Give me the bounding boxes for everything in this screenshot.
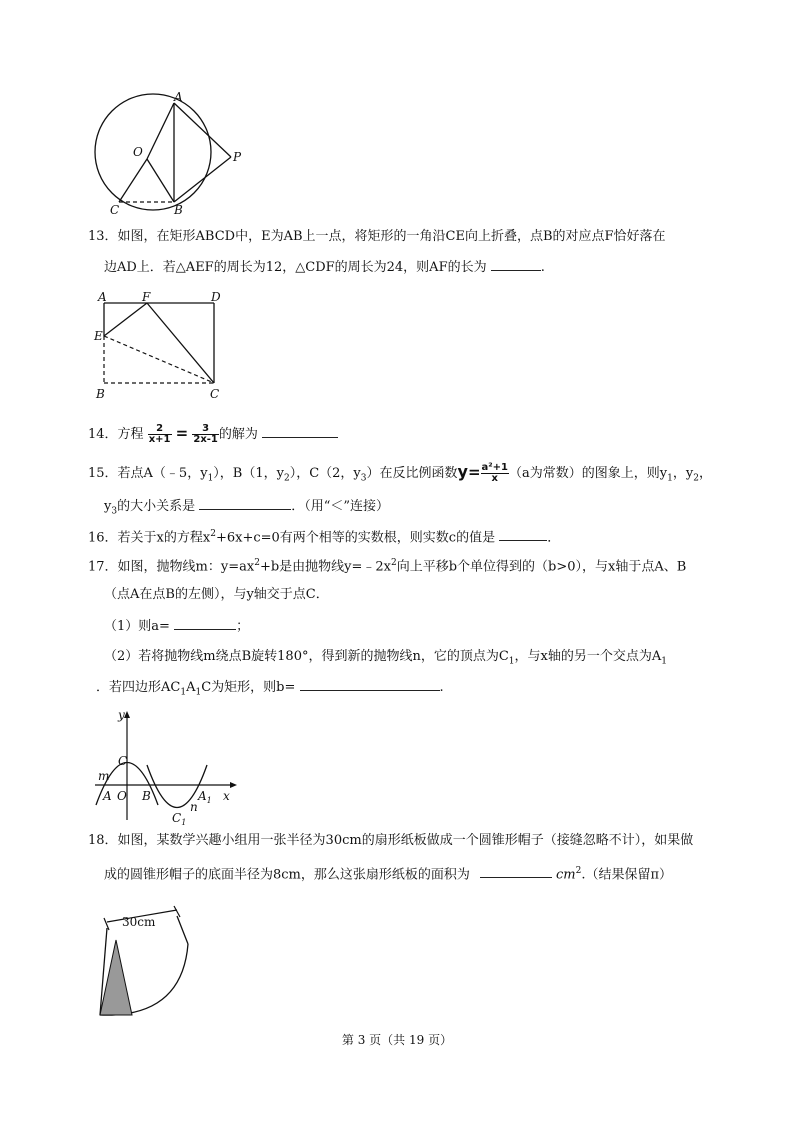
- line-ec-dashed: [104, 336, 214, 383]
- label-c1: $C_1$: [172, 811, 187, 827]
- q17-line1: [88, 554, 686, 576]
- q14-lhs-num: 2: [148, 424, 172, 435]
- q18-answer-blank[interactable]: [480, 865, 552, 878]
- q17-line2: [104, 586, 329, 604]
- q18-line2: [104, 862, 672, 884]
- q18-line1: [88, 832, 693, 850]
- q15-s5: 2: [693, 473, 699, 484]
- q16-sup: 2: [210, 529, 216, 539]
- x-axis-arrow: [230, 782, 237, 788]
- q13-line2: [104, 258, 545, 277]
- radius-label: 30cm: [122, 915, 156, 929]
- q15-line1: [88, 461, 712, 490]
- q18-number: 18．: [88, 833, 118, 848]
- line-ap: [174, 103, 231, 157]
- q15-t10: ．（用“＜”连接）: [291, 499, 390, 514]
- q15-t9: 的大小关系是: [117, 499, 196, 514]
- figure-rectangle-fold: [90, 288, 230, 403]
- q17-sup1: 2: [254, 558, 260, 568]
- q17-p2b: ，与x轴的另一个交点为A: [514, 649, 662, 664]
- label-a1: $A_1$: [198, 789, 212, 805]
- q16-line: [88, 525, 560, 547]
- q15-func-eq: =: [467, 463, 481, 481]
- label-o: O: [117, 789, 127, 803]
- line-fc: [147, 303, 214, 383]
- q14-rhs-den: 2x-1: [193, 434, 218, 445]
- q13-text-2: 边AD上．若△AEF的周长为12，△CDF的周长为24，则AF的长为: [104, 260, 487, 275]
- q16-number: 16．: [88, 530, 118, 546]
- q15-number: 15．: [88, 466, 118, 481]
- line-ef: [104, 303, 147, 336]
- q14-answer-blank[interactable]: [262, 425, 338, 438]
- q14-lhs-den: x+1: [148, 434, 171, 445]
- q15-func-y: y: [457, 462, 468, 481]
- q14-fraction-right: [192, 424, 219, 445]
- q17-answer-blank-b[interactable]: [300, 678, 440, 691]
- q17-part1: [104, 617, 249, 636]
- label-a: A: [98, 290, 107, 304]
- label-y: y: [118, 708, 125, 722]
- figure-sector: [92, 900, 202, 1020]
- label-p: P: [233, 150, 242, 164]
- q16-t2: +6x+c=0有两个相等的实数根，则实数c的值是: [215, 530, 496, 546]
- q18-unit: cm: [556, 867, 576, 883]
- q15-s1: 1: [207, 473, 214, 484]
- q17-sup2: 2: [391, 558, 397, 568]
- figure-parabola-graph: [92, 705, 242, 830]
- q17-p2a: （2）若将抛物线m绕点B旋转180°，得到新的抛物线n，它的顶点为C: [104, 649, 509, 664]
- q17-p3c: C为矩形，则b=: [201, 680, 296, 695]
- q15-t5: （a为常数）的图象上，则y: [509, 466, 668, 481]
- q17-p3-end: .: [439, 680, 444, 695]
- q14-prefix: 方程: [117, 427, 144, 442]
- figure-circle-tangent: [88, 88, 258, 218]
- q15-s2: 2: [283, 473, 290, 484]
- q17-p1: （1）则a=: [104, 619, 170, 634]
- q17-answer-blank-a[interactable]: [174, 617, 236, 630]
- q17-sub-c1b: 1: [180, 687, 187, 698]
- label-b: B: [174, 203, 183, 217]
- label-d: D: [211, 290, 221, 304]
- q15-func-den: x: [491, 473, 498, 484]
- q13-text-1: 如图，在矩形ABCD中，E为AB上一点，将矩形的一角沿CE向上折叠，点B的对应点F恰好落在: [117, 229, 666, 244]
- q13-number: 13．: [88, 229, 118, 244]
- label-b: B: [142, 789, 151, 803]
- line-oc: [119, 159, 147, 202]
- q15-s4: 1: [667, 473, 673, 484]
- q15-t2: ），B（1，y: [213, 466, 284, 481]
- q18-t2: 成的圆锥形帽子的底面半径为8cm，那么这张扇形纸板的面积为: [104, 867, 470, 883]
- label-c: C: [110, 203, 120, 217]
- label-a: A: [174, 90, 183, 104]
- measure-tick-right: [174, 906, 180, 917]
- circle-o: [95, 94, 211, 210]
- label-o: O: [133, 145, 143, 159]
- q17-t1: 如图，抛物线m：y=ax: [117, 559, 255, 575]
- label-x: x: [223, 789, 230, 803]
- q15-answer-blank[interactable]: [199, 497, 291, 510]
- q15-t6: ，y: [672, 466, 694, 481]
- q15-func-fraction: [481, 463, 509, 484]
- q16-answer-blank[interactable]: [499, 528, 547, 541]
- q17-p1-end: ；: [236, 619, 250, 634]
- q17-sub-a1: 1: [661, 656, 667, 667]
- q17-p3b: A: [186, 680, 196, 695]
- q14-suffix: 的解为: [218, 427, 258, 442]
- label-e: E: [94, 329, 103, 343]
- q18-t1: 如图，某数学兴趣小组用一张半径为30cm的扇形纸板做成一个圆锥形帽子（接缝忽略不计），如果做: [117, 833, 694, 848]
- q15-t8: y: [104, 499, 112, 514]
- label-c: C: [118, 754, 128, 768]
- q14-number: 14．: [88, 427, 118, 442]
- q13-line1: [88, 228, 666, 246]
- q14-fraction-left: [148, 424, 172, 445]
- label-c: C: [210, 387, 220, 401]
- q14-equals: =: [175, 424, 189, 442]
- q13-end: .: [540, 260, 545, 275]
- q13-answer-blank[interactable]: [491, 258, 541, 271]
- q17-part3: [96, 678, 444, 702]
- q15-t4: ）在反比例函数: [366, 466, 458, 481]
- q17-t3: 向上平移b个单位得到的（b>0），与x轴于点A、B: [396, 559, 687, 575]
- q15-s3: 3: [360, 473, 367, 484]
- y-axis-arrow: [124, 711, 130, 718]
- q14-rhs-num: 3: [192, 424, 219, 435]
- q15-line2: [104, 497, 389, 521]
- q18-t3: .（结果保留π）: [581, 867, 673, 883]
- label-b: B: [96, 387, 105, 401]
- q16-end: ．: [547, 530, 561, 546]
- q17-p3a: ．若四边形AC: [96, 680, 181, 695]
- line-bp: [174, 157, 231, 202]
- q14-line: [88, 422, 338, 446]
- q18-unit-sup: 2: [575, 866, 582, 876]
- q15-s6: 3: [111, 506, 118, 517]
- q16-t1: 若关于x的方程x: [117, 530, 211, 546]
- line-ao: [147, 103, 174, 159]
- q17-t4: （点A在点B的左侧），与y轴交于点C．: [104, 587, 329, 602]
- q17-sub-c1: 1: [508, 656, 515, 667]
- q15-func-num: a²+1: [481, 462, 508, 473]
- q17-t2: +b是由抛物线y=﹣2x: [259, 559, 391, 575]
- q17-sub-a1b: 1: [195, 687, 202, 698]
- page-footer: 第 3 页（共 19 页）: [341, 1033, 453, 1047]
- q17-part2: [104, 648, 667, 671]
- q17-number: 17．: [88, 559, 118, 575]
- label-f: F: [142, 290, 151, 304]
- q15-t7: ，: [698, 466, 712, 481]
- label-a: A: [103, 789, 112, 803]
- q15-t1: 若点A（﹣5，y: [117, 466, 208, 481]
- label-m: m: [98, 769, 110, 783]
- sector-right-edge: [177, 916, 188, 944]
- line-ob: [147, 159, 174, 202]
- label-n: n: [190, 800, 198, 814]
- q15-t3: ），C（2，y: [289, 466, 361, 481]
